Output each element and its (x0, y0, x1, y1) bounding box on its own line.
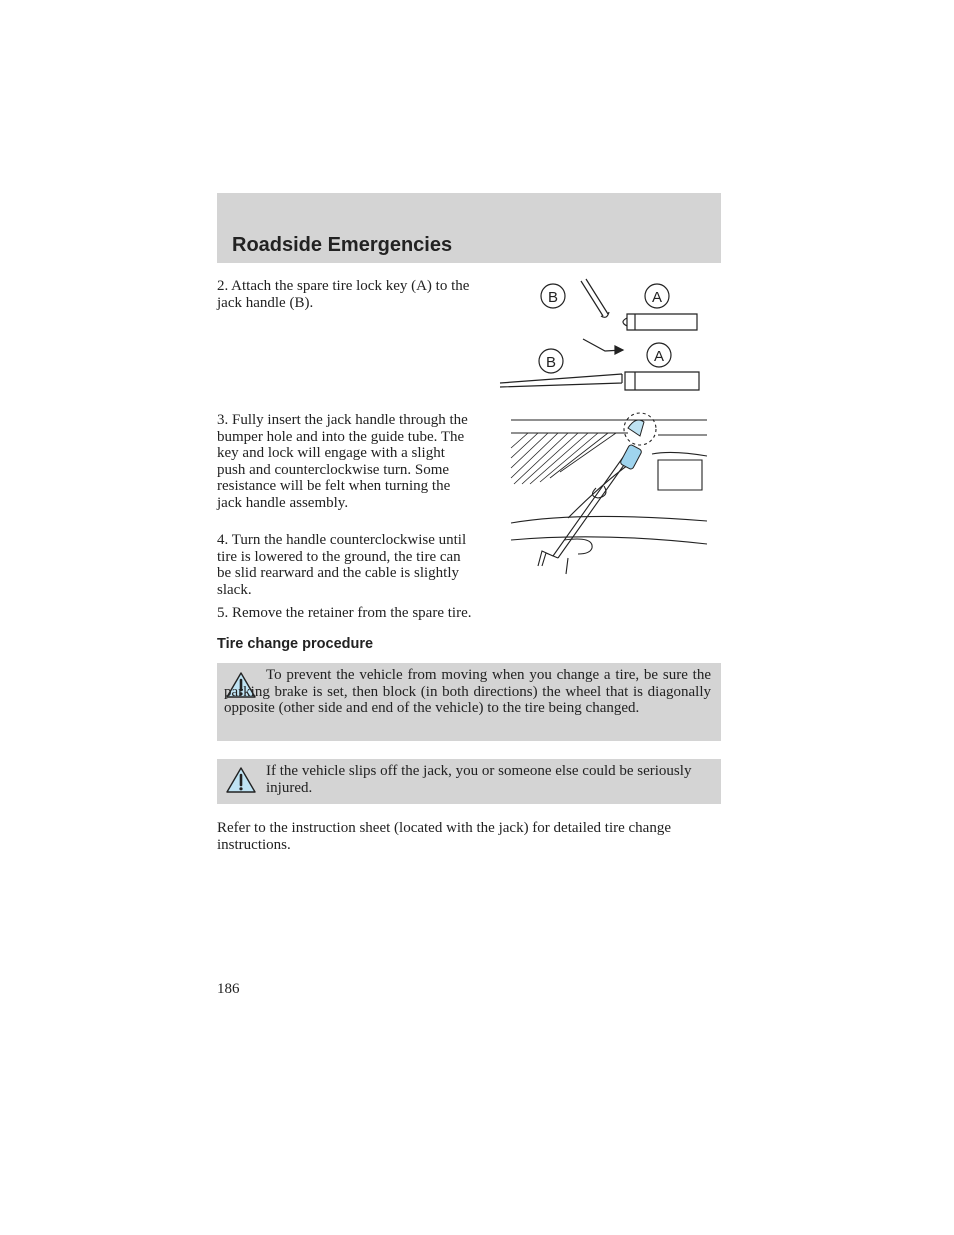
warning-triangle-icon (225, 766, 257, 794)
warning-box-1 (217, 663, 721, 741)
bumper-jack-figure (508, 408, 710, 580)
page-number: 186 (217, 981, 240, 997)
instruction-text: Refer to the instruction sheet (located with the jack) for detailed tire change instructions. (217, 820, 671, 853)
step-5-text: 5. Remove the retainer from the spare tire. (217, 605, 472, 621)
warning-text-2: If the vehicle slips off the jack, you or someone else could be seriously injured. (266, 763, 692, 796)
warning-text-1: To prevent the vehicle from moving when you change a tire, be sure the parking brake is set, then block (in both directions) the wheel that is diagonally opposite (other side and end of the vehicle) to the tire being changed. (224, 667, 711, 716)
label-b-top: B (547, 289, 559, 306)
label-a-bottom: A (653, 348, 665, 365)
lock-key-figure (497, 276, 709, 398)
step-3-text: 3. Fully insert the jack handle through the bumper hole and into the guide tube. The key and lock will engage with a slight push and counterclockwise turn. Some resistance will be felt when turning the jack handle assembly. (217, 412, 468, 511)
jack-handle-tip (581, 279, 609, 317)
section-header (217, 193, 721, 263)
jack-handle-assembled (500, 372, 699, 390)
lock-key-top (623, 314, 697, 330)
subsection-title: Tire change procedure (217, 636, 374, 652)
warning-box-2 (217, 759, 721, 804)
label-a-top: A (651, 289, 663, 306)
step-2-text: 2. Attach the spare tire lock key (A) to the jack handle (B). (217, 278, 470, 311)
section-title: Roadside Emergencies (232, 234, 453, 256)
step-4-text: 4. Turn the handle counterclockwise until tire is lowered to the ground, the tire can be slid rearward and the cable is slightly slack. (217, 532, 467, 598)
label-b-bottom: B (545, 354, 557, 371)
